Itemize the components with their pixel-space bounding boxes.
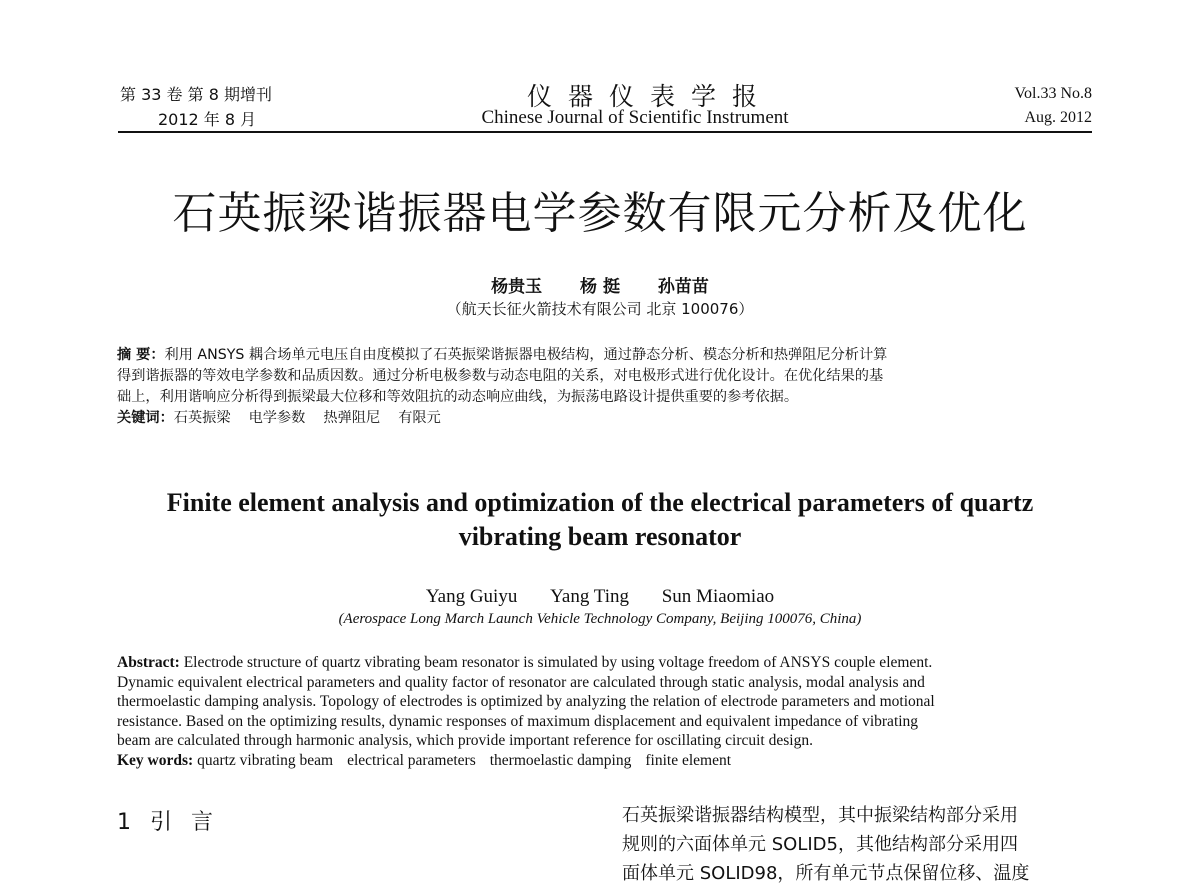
header-rule: [118, 131, 1092, 133]
abstract-en-line: thermoelastic damping analysis. Topology of electrodes is optimized by analyzing the relation of electrode parameters and motional: [117, 693, 935, 710]
keyword-cn: 石英振梁: [173, 410, 231, 426]
paper-title-en-line: Finite element analysis and optimization of the electrical parameters of quartz: [166, 488, 1034, 517]
keywords-en: [117, 751, 1092, 771]
paper-title-en-line: vibrating beam resonator: [458, 522, 742, 551]
header-volume-en: Vol.33 No.8: [1014, 85, 1092, 102]
abstract-cn-label: 摘 要：: [117, 347, 165, 363]
authors-cn: [0, 272, 1200, 297]
author-cn: 杨贵玉: [491, 277, 543, 297]
abstract-en: [117, 653, 1092, 770]
abstract-cn-line: 得到谐振器的等效电学参数和品质因数。通过分析电极参数与动态电阻的关系，对电极形式进行优化设计。在优化结果的基: [117, 368, 884, 384]
keyword-cn: 电学参数: [248, 410, 306, 426]
keyword-en: quartz vibrating beam: [197, 751, 334, 769]
keyword-en: electrical parameters: [347, 751, 476, 769]
abstract-en-line: Abstract: Electrode structure of quartz vibrating beam resonator is simulated by using voltage freedom of ANSYS couple element.: [117, 654, 933, 671]
abstract-cn-line: 础上，利用谐响应分析得到振梁最大位移和等效阻抗的动态响应曲线，为振荡电路设计提供重要的参考依据。: [117, 389, 799, 405]
header-date-en: Aug. 2012: [1024, 109, 1092, 126]
author-cn: 孙苗苗: [657, 277, 709, 297]
authors-en: [0, 586, 1200, 608]
abstract-cn: [117, 345, 1092, 429]
keyword-cn: 有限元: [398, 410, 441, 426]
header-date-cn: 2012 年 8 月: [158, 110, 257, 129]
abstract-en-line: Dynamic equivalent electrical parameters and quality factor of resonator are calculated through static analysis, modal analysis and: [117, 673, 925, 691]
keyword-cn: 热弹阻尼: [323, 410, 381, 426]
keywords-cn-label: 关键词：: [117, 410, 174, 426]
author-en: Yang Guiyu: [425, 586, 518, 607]
section-heading-introduction: 1 引 言: [117, 810, 219, 835]
keywords-cn: [117, 408, 1092, 429]
abstract-en-line: beam are calculated through harmonic analysis, which provide important reference for oscillating circuit design.: [117, 732, 813, 749]
keyword-en: finite element: [645, 751, 732, 769]
body-text-right-column: [622, 801, 1094, 888]
body-line: 规则的六面体单元 SOLID5，其他结构部分采用四: [622, 834, 1018, 855]
author-en: Sun Miaomiao: [661, 586, 775, 607]
abstract-en-line: resistance. Based on the optimizing results, dynamic responses of maximum displacement and equivalent impedance of vibrating: [117, 712, 919, 730]
abstract-cn-line: 摘 要：利用 ANSYS 耦合场单元电压自由度模拟了石英振梁谐振器电极结构，通过静态分析、模态分析和热弹阻尼分析计算: [117, 347, 888, 363]
header-volume-cn: 第 33 卷 第 8 期增刊: [120, 85, 272, 104]
affiliation-en: (Aerospace Long March Launch Vehicle Technology Company, Beijing 100076, China): [338, 611, 862, 627]
author-cn: 杨 挺: [580, 277, 620, 297]
keywords-en-label: Key words:: [117, 751, 194, 769]
author-en: Yang Ting: [550, 586, 629, 607]
paper-title-cn: 石英振梁谐振器电学参数有限元分析及优化: [172, 188, 1028, 239]
journal-name-cn: 仪器仪表学报: [526, 82, 773, 111]
affiliation-cn: （航天长征火箭技术有限公司 北京 100076）: [446, 300, 754, 318]
journal-name-en: Chinese Journal of Scientific Instrument: [481, 107, 789, 128]
abstract-en-label: Abstract:: [117, 654, 180, 671]
keyword-en: thermoelastic damping: [489, 751, 632, 769]
body-line: 石英振梁谐振器结构模型，其中振梁结构部分采用: [622, 805, 1018, 826]
paper-title-en: [100, 486, 1100, 554]
body-line: 面体单元 SOLID98，所有单元节点保留位移、温度: [622, 863, 1030, 884]
